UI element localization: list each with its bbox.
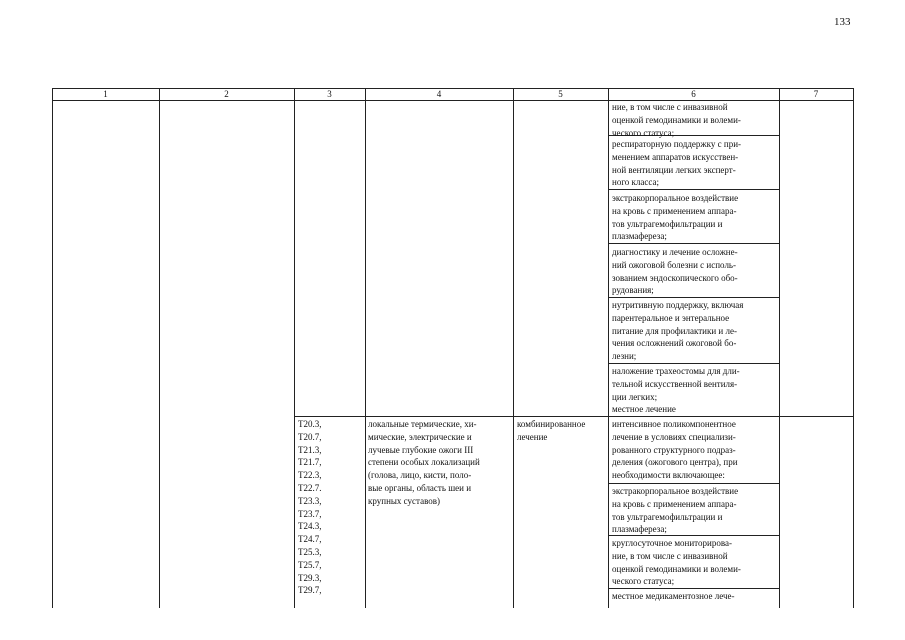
diagnosis-description: локальные термические, хи- мические, электрические и лучевые глубокие ожоги III степени особых локализаций (голова, лицо, кисти, поло- вые органы, область шеи и крупных суставов) <box>368 419 480 506</box>
top-treatment-item: ние, в том числе с инвазивной оценкой гемодинамики и волеми- ческого статуса; <box>612 102 741 138</box>
header-col-1: 1 <box>103 89 108 99</box>
header-col-3: 3 <box>327 89 332 99</box>
top-treatment-item: респираторную поддержку с при- менением аппаратов искусствен- ной вентиляции легких эксперт- ного класса; <box>612 139 742 188</box>
bottom-treatment-item: местное медикаментозное лече- <box>612 591 735 601</box>
top-treatment-item: диагностику и лечение осложне- ний ожоговой болезни с исполь- зованием эндоскопического обо- рудования; <box>612 247 738 296</box>
icd-code: T21.7, <box>298 457 322 468</box>
icd-code: T24.7, <box>298 534 322 545</box>
icd-code: T29.7, <box>298 585 322 596</box>
treatment-type: комбинированное лечение <box>517 419 586 442</box>
icd-code: T20.3, <box>298 419 322 429</box>
bottom-treatment-item: круглосуточное мониторирова- ние, в том числе с инвазивной оценкой гемодинамики и волеми- ческого статуса; <box>612 538 741 587</box>
header-col-5: 5 <box>558 89 563 99</box>
icd-code: T25.3, <box>298 546 322 557</box>
icd-code: T22.3, <box>298 470 322 481</box>
header-col-2: 2 <box>224 89 229 99</box>
bottom-treatment-item: экстракорпоральное воздействие на кровь с применением аппара- тов ультрагемофильтрации и плазмафереза; <box>612 486 739 535</box>
icd-code: T23.3, <box>298 495 322 506</box>
top-treatment-item: нутритивную поддержку, включая парентеральное и энтеральное питание для профилактики и ле- чения осложнений ожоговой бо- лезни; <box>612 300 744 362</box>
header-col-6: 6 <box>691 89 696 99</box>
icd-code: T25.7, <box>298 559 322 570</box>
top-treatment-item: наложение трахеостомы для дли- тельной искусственной вентиля- ции легких; местное лечение <box>612 366 740 415</box>
header-col-4: 4 <box>436 89 442 99</box>
bottom-treatment-item: интенсивное поликомпонентное лечение в условиях специализи- рованного структурного подраз- деления (ожогового центра), при необходимости включающее: <box>612 419 738 481</box>
top-treatment-item: экстракорпоральное воздействие на кровь с применением аппара- тов ультрагемофильтрации и плазмафереза; <box>612 193 739 242</box>
icd-code: T22.7. <box>298 482 322 493</box>
icd-code: T21.3, <box>298 444 322 455</box>
icd-code-list <box>298 418 362 597</box>
icd-code: T29.3, <box>298 572 322 583</box>
header-col-7: 7 <box>813 89 819 99</box>
page-number: 133 <box>834 16 851 28</box>
medical-standards-table <box>52 88 854 608</box>
icd-code: T23.7, <box>298 508 322 519</box>
icd-code: T20.7, <box>298 431 322 442</box>
icd-code: T24.3, <box>298 521 322 532</box>
